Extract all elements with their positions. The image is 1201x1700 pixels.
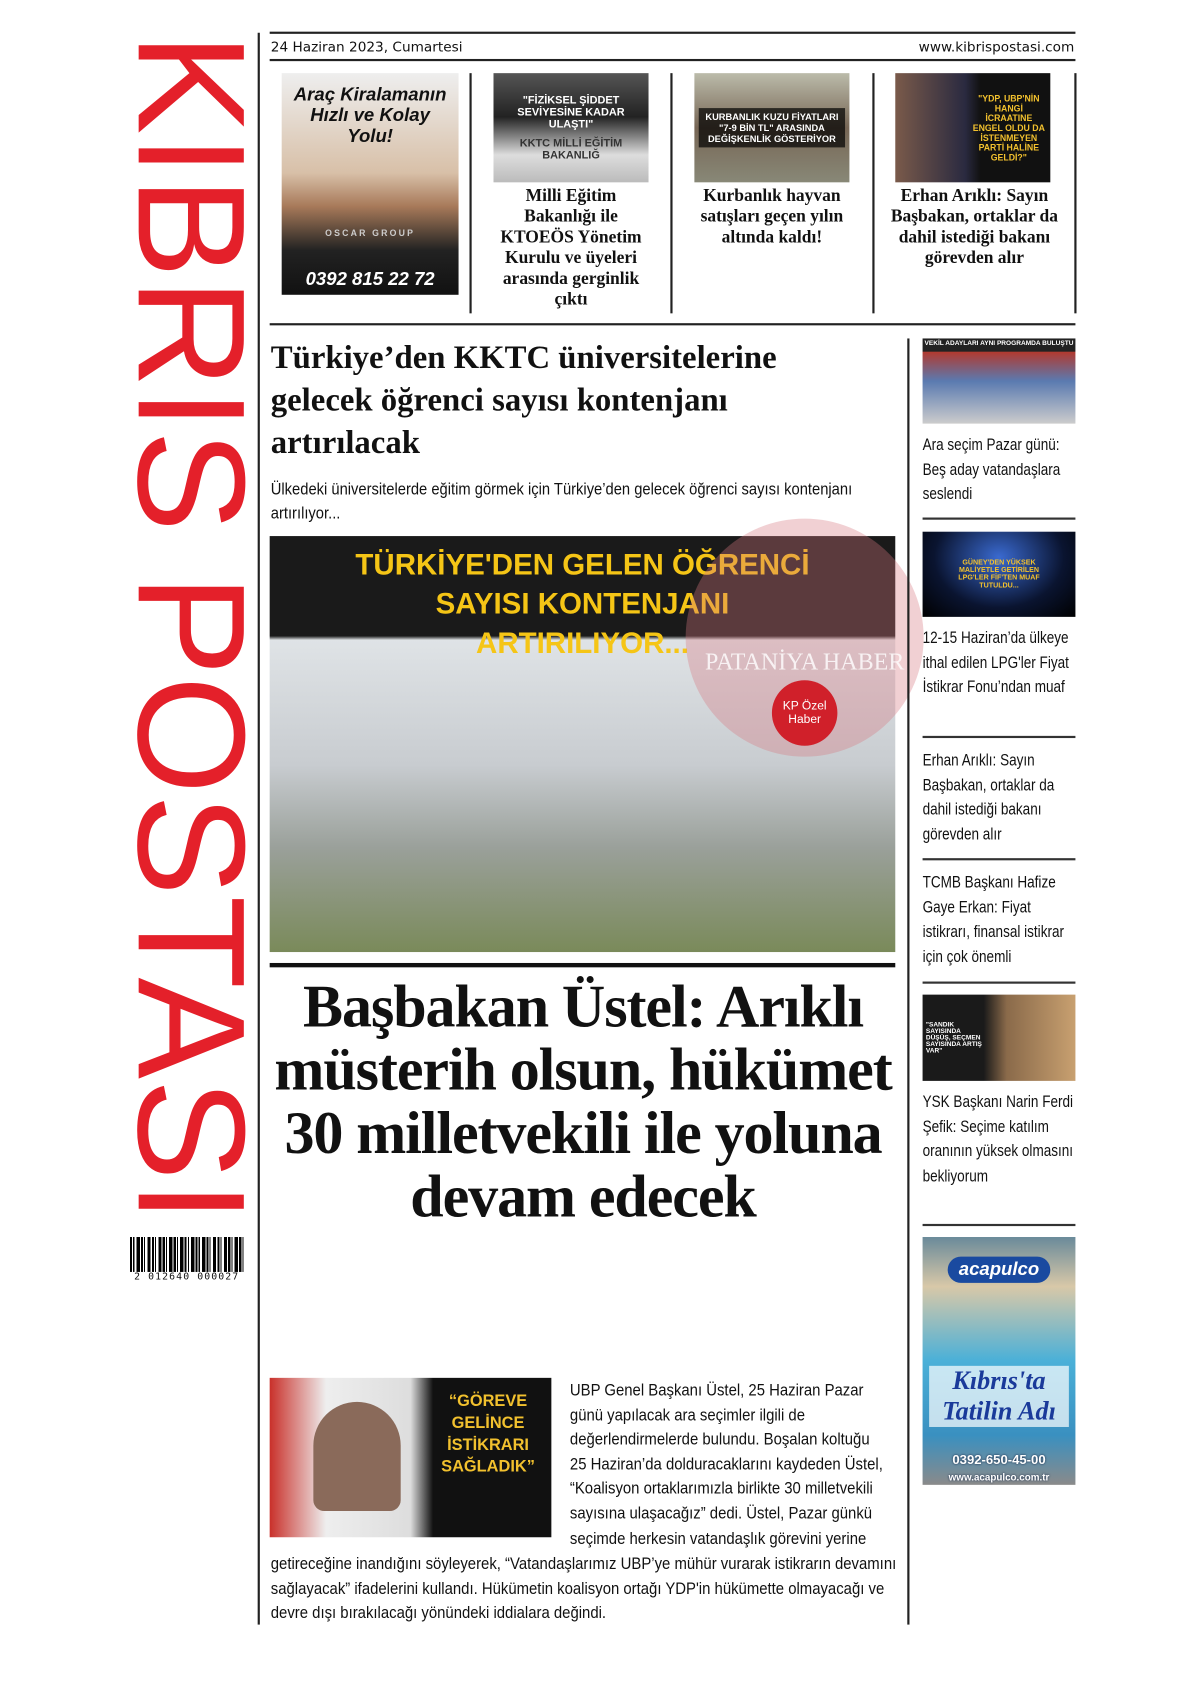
thumb-overlay-text: "FİZİKSEL ŞİDDET SEVİYESİNE KADAR ULAŞTI" [517,94,625,131]
lead-summary: Ülkedeki üniversitelerde eğitim görmek için Türkiye’den gelecek öğrenci sayısı kontenjanı artırılıyor... [270,480,853,523]
main-photo[interactable] [270,1378,552,1537]
thumb-overlay-text: KURBANLIK KUZU FİYATLARI "7-9 BİN TL" ARASINDA DEĞİŞKENLİK GÖSTERİYOR [699,108,845,147]
sidebar-item[interactable]: Erhan Arıklı: Sayın Başbakan, ortaklar da dahil istediği bakanı görevden alır [922,751,1055,844]
sidebar-item[interactable]: YSK Başkanı Narin Ferdi Şefik: Seçime katılım oranının yüksek olmasını bekliyorum [922,1092,1074,1186]
ad-tagline: Kıbrıs'ta Tatilin Adı [929,1366,1069,1427]
thumb-kurbanlik[interactable] [694,73,849,182]
top-story-caption[interactable]: Kurbanlık hayvan satışları geçen yılın altında kaldı! [700,186,844,247]
main-body-text: UBP Genel Başkanı Üstel, 25 Haziran Pazar günü yapılacak ara seçimler ilgili de değerlendirmelerde bulundu. Boşalan koltuğu 25 Haziran’da dolduracaklarını kaydeden Üstel, “Koalisyon ortaklarımızla birlikte 30 milletvekili sayısına ulaşacağız” dedi. Üstel, Pazar günkü seçimde herkesin vatandaşlık görevini yerine [569,1381,883,1548]
barcode [127,1237,247,1285]
ad-car-rental[interactable] [282,73,459,295]
sidebar-thumb-lpg[interactable] [923,532,1076,617]
column-divider [1074,73,1076,313]
thumb-overlay-text: "YDP, UBP'NİN HANGİ İCRAATINE ENGEL OLDU DA İSTENMEYEN PARTİ HALİNE GELDİ?" [972,93,1045,163]
kp-ozel-haber-badge: KP Özel Haber [772,680,838,746]
main-body-text-continued: getireceğine inandığını söyleyerek, “Vatandaşlarımız UBP’ye mühür vurarak istikrarın devamını sağlayacak” ifadelerini kullandı. Hükümetin koalisyon ortağı YDP'in hükümette olmayacağı ve devre dışı bırakılacağı yönündeki iddialara değindi. [270,1554,897,1623]
watermark-text: PATANİYA HABER [704,647,905,675]
top-story-caption[interactable]: Milli Eğitim Bakanlığı ile KTOEÖS Yönetim Kurulu ve üyeleri arasında gerginlik çıktı [500,186,642,309]
thumb-milli-egitim[interactable] [493,73,648,182]
header-rule [270,59,1076,61]
sidebar-rule [923,518,1076,520]
ad-acapulco[interactable] [923,1237,1076,1485]
ad-phone: 0392 815 22 72 [305,268,435,290]
top-rule [270,32,1076,34]
ad-headline: Araç Kiralamanın Hızlı ve Kolay Yolu! [293,84,447,147]
main-photo-overlay: “GÖREVE GELİNCE İSTİKRARI SAĞLADIK” [441,1392,535,1477]
thumb-overlay-text: "SANDIK SAYISINDA DÜŞÜŞ, SEÇMEN SAYISINDA ARTIŞ VAR" [925,1021,982,1055]
issue-date: 24 Haziran 2023, Cumartesi [270,38,463,55]
column-divider [872,73,874,313]
sidebar-divider [907,338,909,1624]
ad-url: www.acapulco.com.tr [948,1471,1050,1483]
ad-phone: 0392-650-45-00 [952,1452,1046,1468]
sidebar-thumb-ysk[interactable] [923,995,1076,1081]
main-headline[interactable]: Başbakan Üstel: Arıklı müsterih olsun, hükümet 30 milletvekili ile yoluna devam edecek [274,972,892,1230]
column-divider [670,73,672,313]
watermark-stamp [686,519,924,757]
thumb-sign-text: KKTC MİLLİ EĞİTİM BAKANLIĞ [519,137,623,162]
sidebar-rule [923,736,1076,738]
website-link[interactable]: www.kibrispostasi.com [918,38,1075,55]
thick-rule [270,963,896,967]
sidebar-rule [923,858,1076,860]
lead-photo-overlay: TÜRKİYE'DEN GELEN ÖĞRENCİ SAYISI KONTENJANI ARTIRILIYOR... [355,548,810,660]
ad-brand: OSCAR GROUP [325,228,416,239]
sidebar-item[interactable]: Ara seçim Pazar günü: Beş aday vatandaşlara seslendi [922,435,1061,504]
section-rule [270,323,1076,325]
masthead-logo [105,32,276,1228]
thumb-erhan-arikli[interactable] [895,73,1050,182]
masthead-title: KIBRIS POSTASI [105,32,276,1228]
left-column-rule [258,33,260,1625]
sidebar-thumb-ara-secim[interactable] [923,338,1076,423]
sidebar-rule [923,982,1076,984]
ad-brand: acapulco [948,1257,1050,1283]
portrait-figure [313,1402,400,1511]
column-divider [469,73,471,313]
lead-headline[interactable]: Türkiye’den KKTC üniversitelerine gelecek öğrenci sayısı kontenjanı artırılacak [270,339,777,461]
barcode-bars [130,1237,244,1272]
thumb-overlay-text: VEKİL ADAYLARI AYNI PROGRAMDA BULUŞTU [924,340,1074,348]
sidebar-item[interactable]: TCMB Başkanı Hafize Gaye Erkan: Fiyat istikrarı, finansal istikrar için çok önemli [922,873,1065,966]
barcode-number: 2 012640 000027 [134,1271,240,1283]
sidebar-rule [923,1224,1076,1226]
top-story-caption[interactable]: Erhan Arıklı: Sayın Başbakan, ortaklar da dahil istediği bakanı görevden alır [890,186,1058,268]
sidebar-item[interactable]: 12-15 Haziran’da ülkeye ithal edilen LPG'ler Fiyat İstikrar Fonu’ndan muaf [922,628,1069,697]
thumb-overlay-text: GÜNEY'DEN YÜKSEK MALİYETLE GETİRİLEN LPG'LER FİF'TEN MUAF TUTULDU... [958,559,1040,590]
